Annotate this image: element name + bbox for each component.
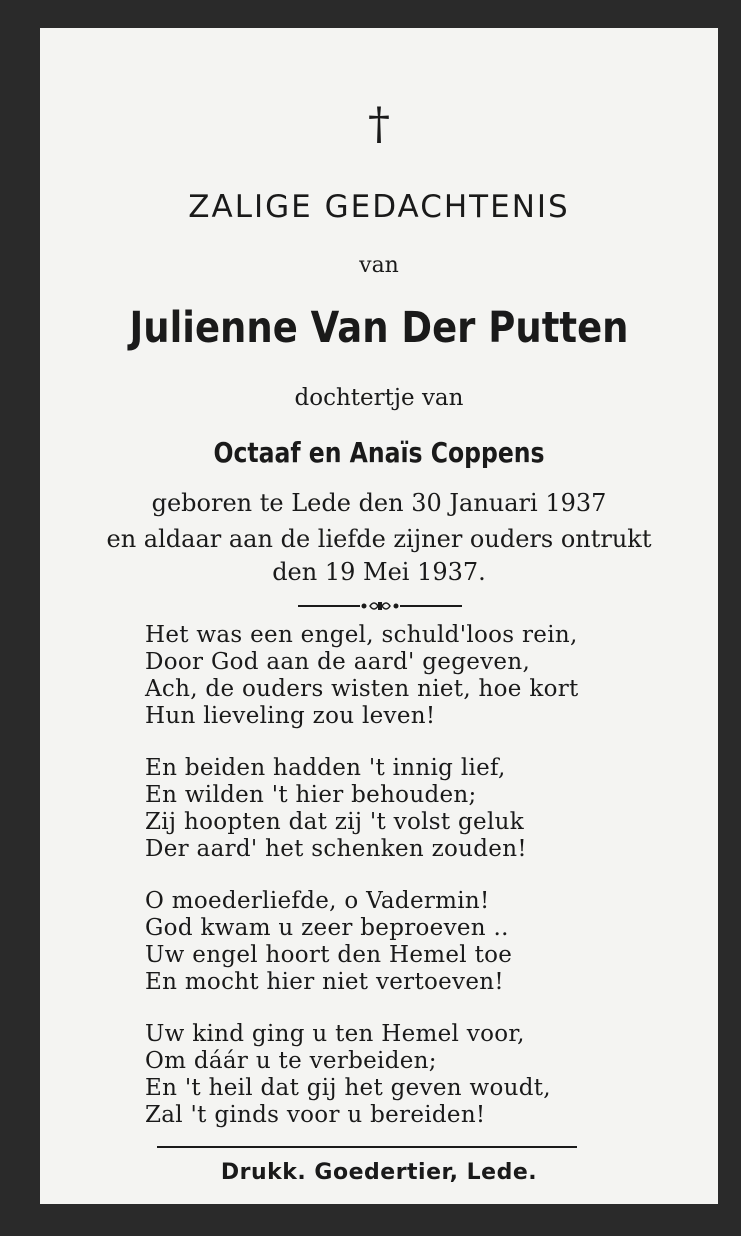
poem-line: En beiden hadden 't innig lief,	[145, 755, 506, 781]
poem-line: O moederliefde, o Vadermin!	[145, 888, 490, 914]
poem-line: Om dáár u te verbeiden;	[145, 1048, 437, 1074]
poem-stanza	[145, 1021, 705, 1129]
poem-line: Door God aan de aard' gegeven,	[145, 649, 531, 675]
cross-icon: †	[368, 99, 390, 150]
poem-line: Zal 't ginds voor u bereiden!	[145, 1102, 486, 1128]
death-line: en aldaar aan de liefde zijner ouders ontrukt	[106, 525, 652, 553]
heading: ZALIGE GEDACHTENIS	[188, 189, 570, 225]
ornament-divider-icon	[298, 600, 462, 612]
poem-stanza	[145, 755, 705, 863]
poem-line: Der aard' het schenken zouden!	[145, 836, 527, 862]
poem-line: Het was een engel, schuld'loos rein,	[145, 622, 578, 648]
printer-credit: Drukk. Goedertier, Lede.	[220, 1160, 538, 1185]
deceased-name: Julienne Van Der Putten	[129, 303, 629, 353]
poem-line: God kwam u zeer beproeven ..	[145, 915, 509, 941]
poem-line: Uw kind ging u ten Hemel voor,	[145, 1021, 525, 1047]
poem-stanza	[145, 888, 705, 996]
poem-line: En wilden 't hier behouden;	[145, 782, 477, 808]
van-text: van	[359, 253, 399, 278]
poem	[145, 622, 705, 1154]
daughter-of-text: dochtertje van	[294, 385, 464, 411]
footer-divider	[157, 1146, 577, 1148]
poem-stanza	[145, 622, 705, 730]
parents-names: Octaaf en Anaïs Coppens	[213, 436, 545, 469]
card-paper	[40, 28, 718, 1204]
death-date: den 19 Mei 1937.	[272, 558, 486, 586]
poem-line: Zij hoopten dat zij 't volst geluk	[145, 809, 524, 835]
poem-line: En mocht hier niet vertoeven!	[145, 969, 504, 995]
poem-line: Hun lieveling zou leven!	[145, 703, 436, 729]
birth-line: geboren te Lede den 30 Januari 1937	[151, 489, 607, 517]
poem-line: Ach, de ouders wisten niet, hoe kort	[145, 676, 579, 702]
poem-line: En 't heil dat gij het geven woudt,	[145, 1075, 551, 1101]
poem-line: Uw engel hoort den Hemel toe	[145, 942, 513, 968]
